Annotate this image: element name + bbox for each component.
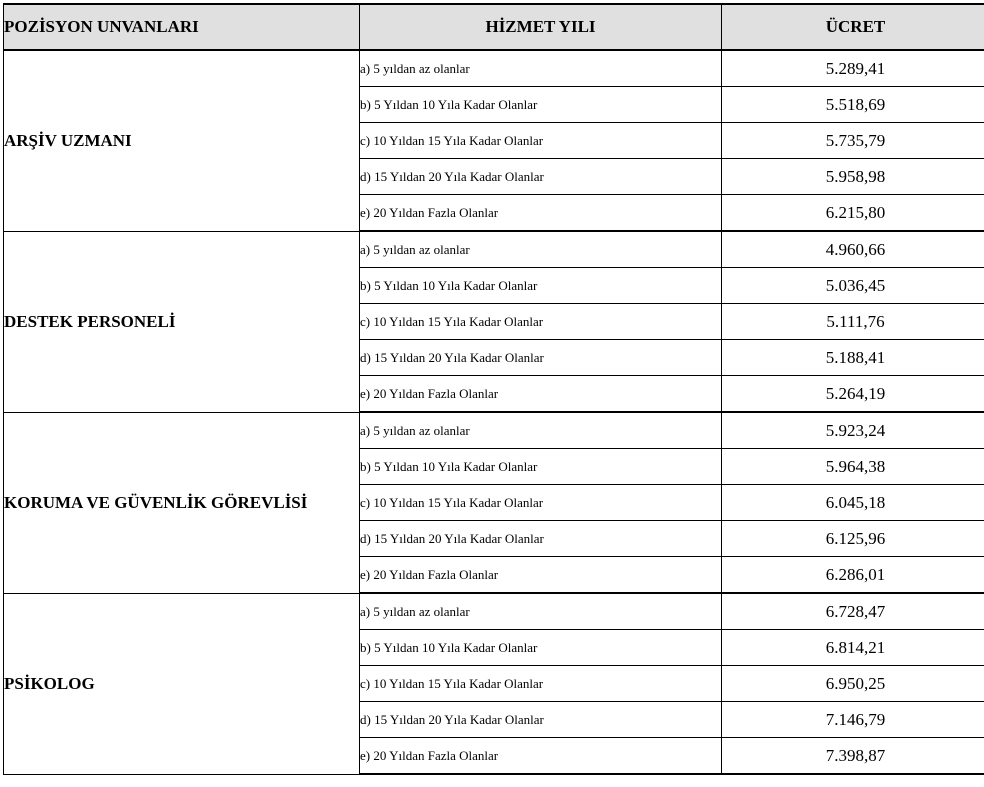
- service-years-cell: d) 15 Yıldan 20 Yıla Kadar Olanlar: [360, 340, 722, 376]
- service-years-cell: a) 5 yıldan az olanlar: [360, 412, 722, 449]
- header-row: [4, 4, 984, 50]
- service-years-cell: c) 10 Yıldan 15 Yıla Kadar Olanlar: [360, 485, 722, 521]
- table-row: [4, 231, 984, 268]
- service-years-cell: e) 20 Yıldan Fazla Olanlar: [360, 557, 722, 594]
- service-years-cell: c) 10 Yıldan 15 Yıla Kadar Olanlar: [360, 666, 722, 702]
- wage-cell: 4.960,66: [722, 231, 984, 268]
- wage-cell: 6.728,47: [722, 593, 984, 630]
- wage-cell: 5.188,41: [722, 340, 984, 376]
- service-years-cell: e) 20 Yıldan Fazla Olanlar: [360, 376, 722, 413]
- table-body: [4, 50, 984, 774]
- table-header: [4, 4, 984, 50]
- wage-cell: 6.286,01: [722, 557, 984, 594]
- service-years-cell: e) 20 Yıldan Fazla Olanlar: [360, 738, 722, 775]
- table-row: [4, 412, 984, 449]
- service-years-cell: a) 5 yıldan az olanlar: [360, 231, 722, 268]
- wage-cell: 5.735,79: [722, 123, 984, 159]
- service-years-cell: b) 5 Yıldan 10 Yıla Kadar Olanlar: [360, 630, 722, 666]
- service-years-cell: a) 5 yıldan az olanlar: [360, 593, 722, 630]
- header-wage: ÜCRET: [722, 4, 984, 50]
- wage-cell: 6.950,25: [722, 666, 984, 702]
- service-years-cell: b) 5 Yıldan 10 Yıla Kadar Olanlar: [360, 87, 722, 123]
- position-title: ARŞİV UZMANI: [4, 50, 360, 231]
- wage-cell: 7.398,87: [722, 738, 984, 775]
- service-years-cell: c) 10 Yıldan 15 Yıla Kadar Olanlar: [360, 304, 722, 340]
- service-years-cell: d) 15 Yıldan 20 Yıla Kadar Olanlar: [360, 702, 722, 738]
- salary-table: [3, 3, 984, 775]
- wage-cell: 6.045,18: [722, 485, 984, 521]
- position-title: DESTEK PERSONELİ: [4, 231, 360, 412]
- service-years-cell: b) 5 Yıldan 10 Yıla Kadar Olanlar: [360, 449, 722, 485]
- table-row: [4, 50, 984, 87]
- wage-cell: 7.146,79: [722, 702, 984, 738]
- service-years-cell: b) 5 Yıldan 10 Yıla Kadar Olanlar: [360, 268, 722, 304]
- wage-cell: 5.958,98: [722, 159, 984, 195]
- header-service-years: HİZMET YILI: [360, 4, 722, 50]
- position-title: KORUMA VE GÜVENLİK GÖREVLİSİ: [4, 412, 360, 593]
- service-years-cell: e) 20 Yıldan Fazla Olanlar: [360, 195, 722, 232]
- service-years-cell: a) 5 yıldan az olanlar: [360, 50, 722, 87]
- wage-cell: 5.264,19: [722, 376, 984, 413]
- wage-cell: 5.111,76: [722, 304, 984, 340]
- wage-cell: 6.215,80: [722, 195, 984, 232]
- position-title: PSİKOLOG: [4, 593, 360, 774]
- service-years-cell: c) 10 Yıldan 15 Yıla Kadar Olanlar: [360, 123, 722, 159]
- header-position: POZİSYON UNVANLARI: [4, 4, 360, 50]
- service-years-cell: d) 15 Yıldan 20 Yıla Kadar Olanlar: [360, 521, 722, 557]
- wage-cell: 5.289,41: [722, 50, 984, 87]
- wage-cell: 5.923,24: [722, 412, 984, 449]
- wage-cell: 5.036,45: [722, 268, 984, 304]
- table-row: [4, 593, 984, 630]
- wage-cell: 5.964,38: [722, 449, 984, 485]
- wage-cell: 6.125,96: [722, 521, 984, 557]
- service-years-cell: d) 15 Yıldan 20 Yıla Kadar Olanlar: [360, 159, 722, 195]
- wage-cell: 5.518,69: [722, 87, 984, 123]
- wage-cell: 6.814,21: [722, 630, 984, 666]
